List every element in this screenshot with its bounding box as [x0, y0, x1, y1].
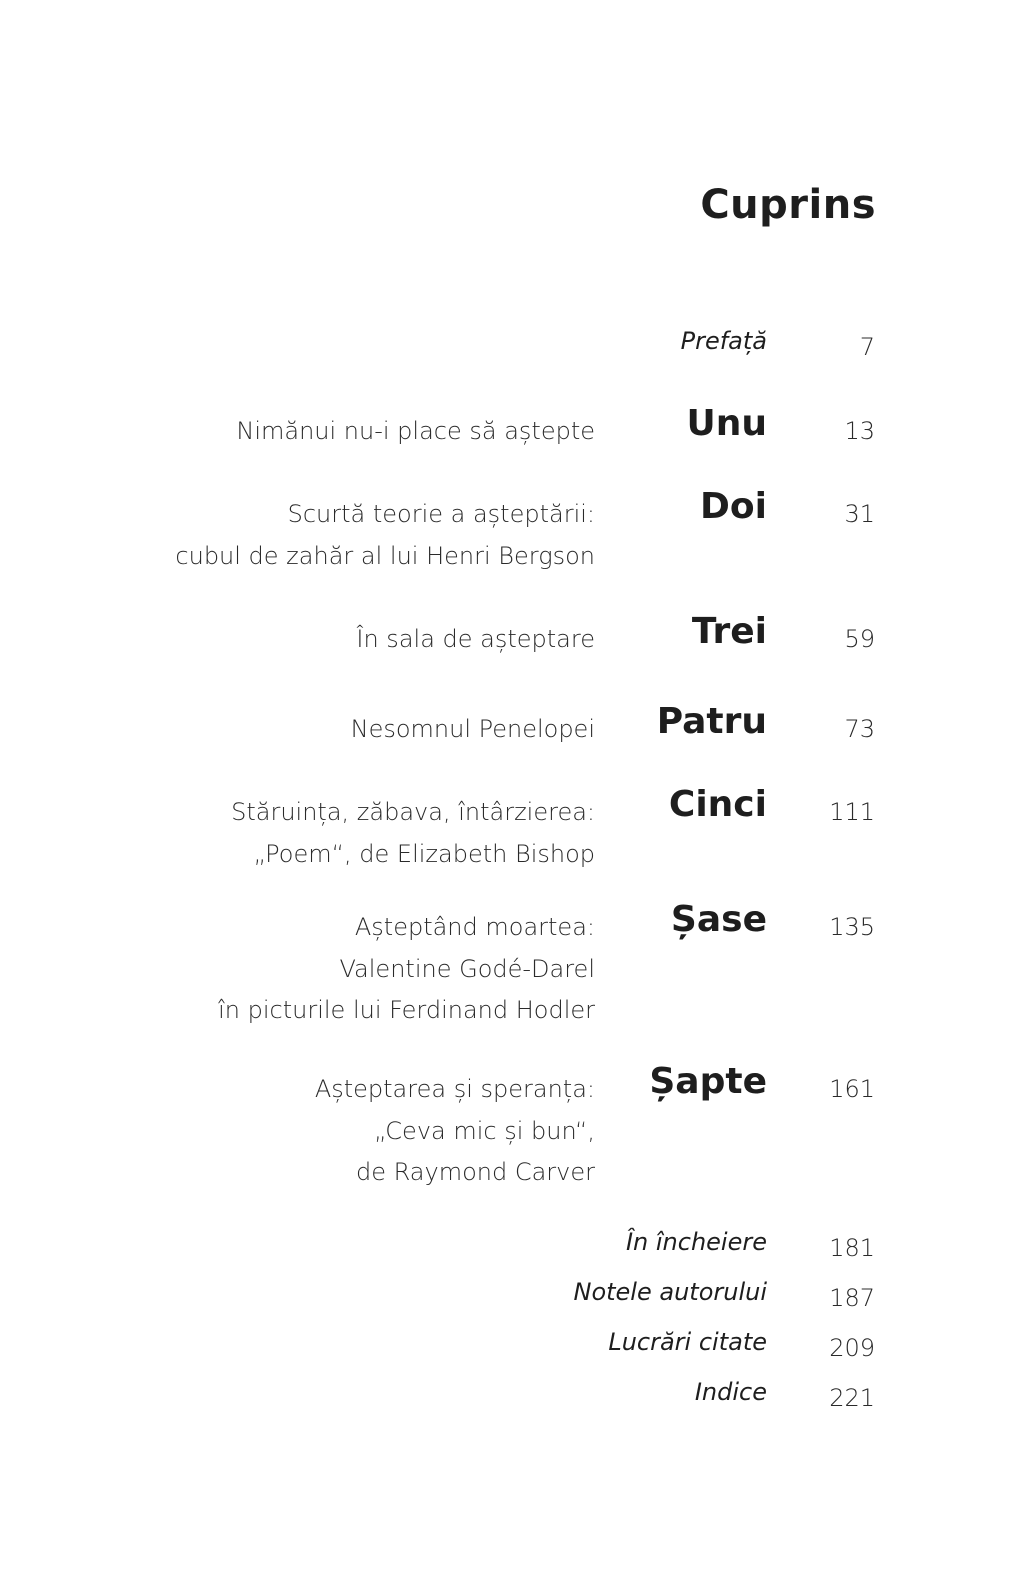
toc-entry-chapter[interactable]	[0, 701, 1024, 743]
page-number: 187	[829, 1284, 875, 1312]
chapter-number: Trei	[691, 611, 767, 652]
page-number: 31	[844, 500, 875, 528]
chapter-title	[218, 907, 595, 1032]
toc-entry-chapter[interactable]	[0, 899, 1024, 1024]
chapter-title-line: cubul de zahăr al lui Henri Bergson	[175, 541, 595, 570]
toc-entry-chapter[interactable]	[0, 403, 1024, 445]
page-title: Cuprins	[700, 182, 876, 228]
page-number: 111	[829, 798, 875, 826]
chapter-title-line: „Poem“, de Elizabeth Bishop	[253, 839, 595, 868]
chapter-title-line: „Ceva mic și bun“,	[374, 1116, 595, 1145]
entry-label: Lucrări citate	[608, 1328, 767, 1356]
toc-entry-backmatter[interactable]	[0, 1228, 1024, 1262]
entry-label: Indice	[694, 1378, 767, 1406]
page-number: 135	[829, 913, 875, 941]
page-number: 13	[844, 417, 875, 445]
chapter-number: Doi	[700, 486, 767, 527]
chapter-title	[236, 411, 595, 453]
chapter-title-line: Scurtă teorie a așteptării:	[287, 500, 595, 528]
chapter-title-line: În sala de așteptare	[356, 625, 595, 653]
page-number: 221	[829, 1384, 875, 1412]
chapter-title-line: în picturile lui Ferdinand Hodler	[218, 996, 595, 1024]
chapter-number: Unu	[686, 403, 767, 444]
toc-entry-preface[interactable]	[0, 327, 1024, 361]
chapter-title	[351, 709, 595, 751]
page-number: 161	[829, 1075, 875, 1103]
page-number: 59	[844, 625, 875, 653]
chapter-title	[356, 619, 595, 661]
toc-entry-backmatter[interactable]	[0, 1378, 1024, 1412]
chapter-number: Șapte	[649, 1061, 767, 1102]
chapter-title	[315, 1069, 595, 1194]
entry-label: Notele autorului	[573, 1278, 767, 1306]
toc-entry-chapter[interactable]	[0, 611, 1024, 653]
chapter-title-line: Nesomnul Penelopei	[350, 715, 595, 743]
toc-entry-chapter[interactable]	[0, 486, 1024, 570]
chapter-title-line: Nimănui nu-i place să aștepte	[236, 417, 595, 445]
chapter-number: Cinci	[668, 784, 767, 825]
chapter-number: Șase	[670, 899, 767, 940]
page-number: 7	[859, 333, 875, 361]
chapter-title	[175, 494, 595, 577]
chapter-title-line: Așteptând moartea:	[354, 913, 595, 941]
page-number: 209	[829, 1334, 875, 1362]
chapter-title-line: Așteptarea și speranța:	[314, 1075, 595, 1103]
chapter-title-line: Stăruința, zăbava, întârzierea:	[231, 798, 595, 826]
toc-entry-chapter[interactable]	[0, 1061, 1024, 1186]
page-number: 73	[844, 715, 875, 743]
chapter-title-line: de Raymond Carver	[356, 1158, 595, 1186]
chapter-title	[231, 792, 595, 875]
toc-entry-backmatter[interactable]	[0, 1328, 1024, 1362]
toc-entry-backmatter[interactable]	[0, 1278, 1024, 1312]
chapter-number: Patru	[656, 701, 767, 742]
entry-label: În încheiere	[625, 1228, 767, 1256]
entry-label: Prefață	[680, 327, 767, 355]
chapter-title-line: Valentine Godé-Darel	[339, 954, 595, 983]
toc-entry-chapter[interactable]	[0, 784, 1024, 868]
page-number: 181	[829, 1234, 875, 1262]
